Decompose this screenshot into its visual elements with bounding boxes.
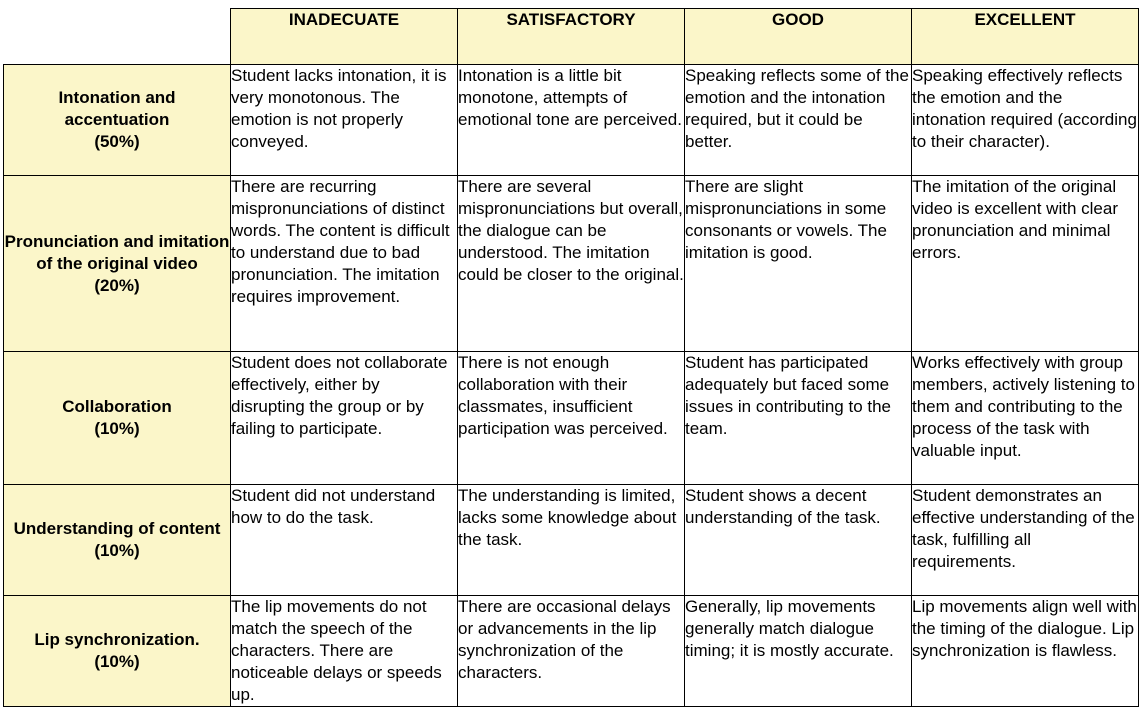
descriptor-cell: The lip movements do not match the speech of the characters. There are noticeable delays or speeds up. [231, 596, 458, 707]
criterion-weight: (50%) [94, 132, 140, 151]
criterion-weight: (10%) [94, 541, 140, 560]
descriptor-cell: Student demonstrates an effective understanding of the task, fulfilling all requirements. [912, 485, 1139, 596]
descriptor-cell: Student has participated adequately but faced some issues in contributing to the team. [685, 352, 912, 485]
criterion-intonation [4, 65, 231, 176]
descriptor-cell: Speaking effectively reflects the emotion and the intonation required (according to their character). [912, 65, 1139, 176]
rubric-row-intonation [4, 65, 1139, 176]
level-header-satisfactory: SATISFACTORY [458, 9, 685, 65]
rubric-row-lip-sync [4, 596, 1139, 707]
descriptor-cell: There are several mispronunciations but overall, the dialogue can be understood. The imitation could be closer to the original. [458, 176, 685, 352]
header-row [4, 9, 1139, 65]
descriptor-cell: Student did not understand how to do the task. [231, 485, 458, 596]
descriptor-cell: There are slight mispronunciations in some consonants or vowels. The imitation is good. [685, 176, 912, 352]
descriptor-cell: There are recurring mispronunciations of distinct words. The content is difficult to understand due to bad pronunciation. The imitation requires improvement. [231, 176, 458, 352]
criterion-understanding [4, 485, 231, 596]
criterion-weight: (20%) [94, 275, 140, 295]
descriptor-cell: Student does not collaborate effectively, either by disrupting the group or by failing to participate. [231, 352, 458, 485]
descriptor-cell: Works effectively with group members, actively listening to them and contributing to the process of the task with valuable input. [912, 352, 1139, 485]
descriptor-cell: The imitation of the original video is excellent with clear pronunciation and minimal errors. [912, 176, 1139, 352]
criterion-weight: (10%) [94, 419, 140, 438]
criterion-pronunciation [4, 176, 231, 352]
corner-cell [4, 9, 231, 65]
rubric-row-collaboration [4, 352, 1139, 485]
rubric-row-pronunciation [4, 176, 1139, 352]
descriptor-cell: There are occasional delays or advancements in the lip synchronization of the characters. [458, 596, 685, 707]
level-header-inadecuate: INADECUATE [231, 9, 458, 65]
level-header-good: GOOD [685, 9, 912, 65]
criterion-collaboration [4, 352, 231, 485]
criterion-label: Intonation and accentuation [58, 88, 176, 129]
level-header-excellent: EXCELLENT [912, 9, 1139, 65]
criterion-label: Pronunciation and imitation of the original video [4, 231, 230, 273]
descriptor-cell: Student lacks intonation, it is very monotonous. The emotion is not properly conveyed. [231, 65, 458, 176]
descriptor-cell: Student shows a decent understanding of the task. [685, 485, 912, 596]
criterion-label: Collaboration [62, 397, 172, 416]
criterion-label: Lip synchronization. [34, 630, 200, 649]
rubric-row-understanding [4, 485, 1139, 596]
descriptor-cell: Speaking reflects some of the emotion and the intonation required, but it could be better. [685, 65, 912, 176]
descriptor-cell: The understanding is limited, lacks some knowledge about the task. [458, 485, 685, 596]
criterion-label: Understanding of content [13, 519, 221, 538]
criterion-lip-sync [4, 596, 231, 707]
descriptor-cell: Intonation is a little bit monotone, attempts of emotional tone are perceived. [458, 65, 685, 176]
descriptor-cell: Lip movements align well with the timing of the dialogue. Lip synchronization is flawless. [912, 596, 1139, 707]
descriptor-cell: There is not enough collaboration with their classmates, insufficient participation was perceived. [458, 352, 685, 485]
criterion-weight: (10%) [94, 652, 140, 671]
descriptor-cell: Generally, lip movements generally match dialogue timing; it is mostly accurate. [685, 596, 912, 707]
rubric-table [3, 8, 1139, 707]
